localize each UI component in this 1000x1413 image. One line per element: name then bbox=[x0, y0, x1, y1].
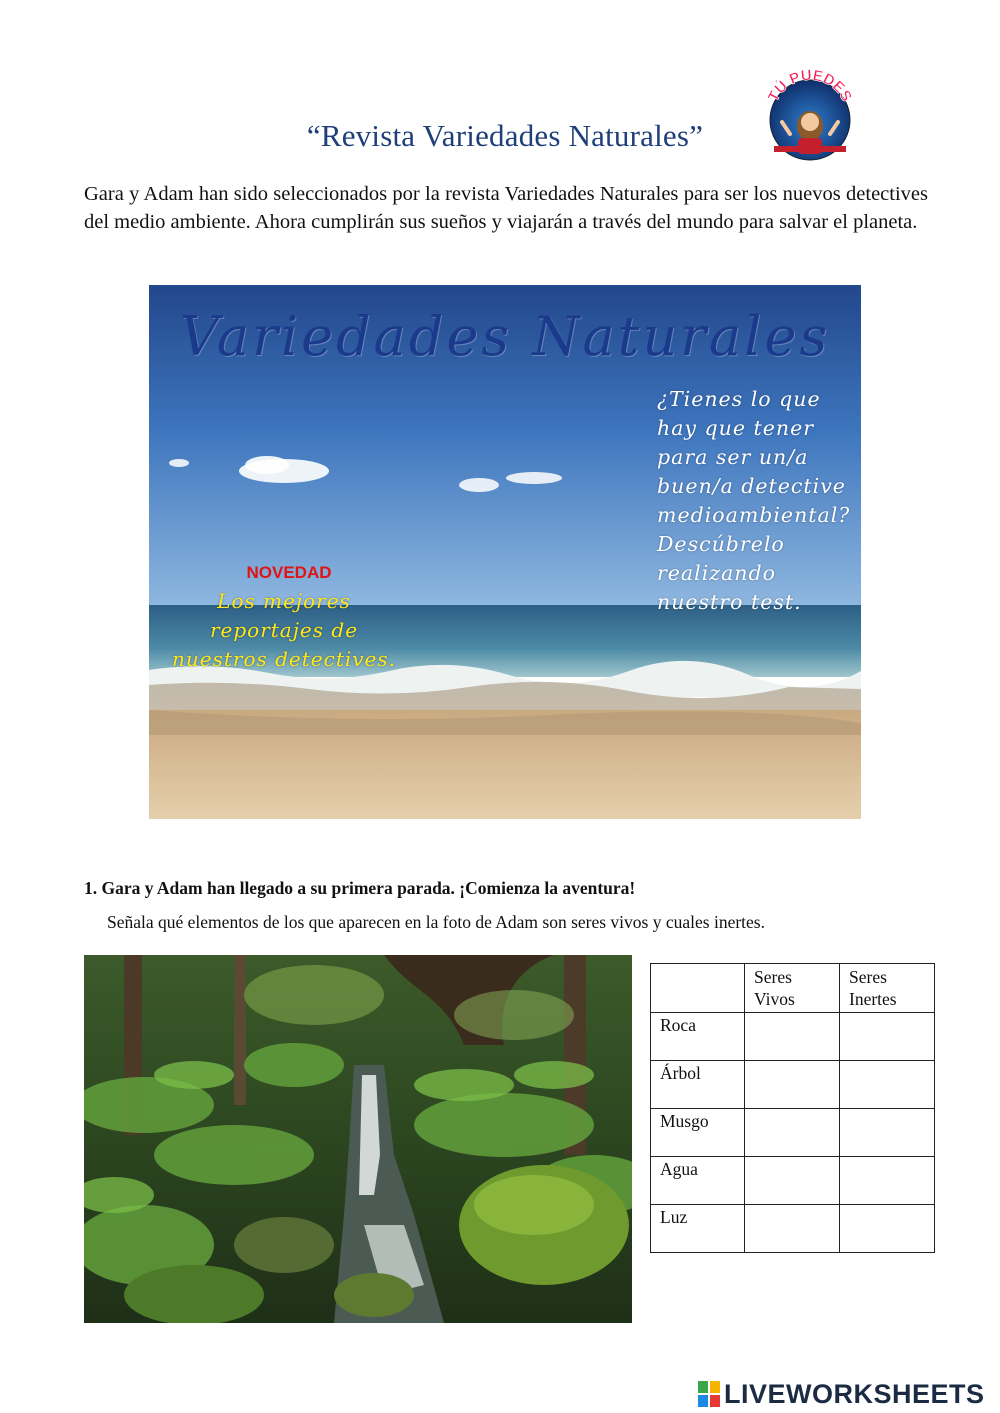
answer-cell-inertes[interactable] bbox=[840, 1109, 935, 1157]
table-row bbox=[651, 1013, 935, 1061]
header-cell-seres-vivos: Seres Vivos bbox=[745, 964, 840, 1013]
table-row bbox=[651, 1109, 935, 1157]
table-header-row bbox=[651, 964, 935, 1013]
answer-cell-inertes[interactable] bbox=[840, 1061, 935, 1109]
classification-table bbox=[650, 963, 935, 1253]
answer-cell-vivos[interactable] bbox=[745, 1157, 840, 1205]
table-row bbox=[651, 1157, 935, 1205]
tu-puedes-badge bbox=[760, 64, 860, 164]
header-cell-empty bbox=[651, 964, 745, 1013]
liveworksheets-brand: LIVEWORKSHEETS bbox=[724, 1378, 985, 1409]
liveworksheets-icon bbox=[698, 1381, 720, 1407]
table-row bbox=[651, 1061, 935, 1109]
row-label: Musgo bbox=[651, 1109, 745, 1157]
row-label: Árbol bbox=[651, 1061, 745, 1109]
intro-paragraph: Gara y Adam han sido seleccionados por la revista Variedades Naturales para ser los nuevos detectives del medio ambiente. Ahora cumplirán sus sueños y viajarán a través del mundo para salvar el planeta. bbox=[84, 183, 928, 233]
row-label: Roca bbox=[651, 1013, 745, 1061]
header-cell-seres-inertes: Seres Inertes bbox=[840, 964, 935, 1013]
cover-title: Variedades Naturales bbox=[179, 305, 831, 368]
answer-cell-vivos[interactable] bbox=[745, 1109, 840, 1157]
answer-cell-vivos[interactable] bbox=[745, 1061, 840, 1109]
cover-reportajes: Los mejores reportajes de nuestros detectives. bbox=[171, 589, 397, 671]
table-row bbox=[651, 1205, 935, 1253]
answer-cell-vivos[interactable] bbox=[745, 1013, 840, 1061]
cover-question: ¿Tienes lo que hay que tener para ser un/a buen/a detective medioambiental? Descúbrelo realizando nuestro test. bbox=[657, 387, 851, 614]
row-label: Luz bbox=[651, 1205, 745, 1253]
novedad-label: NOVEDAD bbox=[246, 563, 332, 582]
page-title: “Revista Variedades Naturales” bbox=[306, 118, 704, 153]
forest-photo bbox=[84, 955, 632, 1323]
badge-text: TÚ PUEDES bbox=[764, 66, 856, 105]
answer-cell-inertes[interactable] bbox=[840, 1013, 935, 1061]
exercise-heading: 1. Gara y Adam han llegado a su primera parada. ¡Comienza la aventura! bbox=[84, 878, 636, 898]
row-label: Agua bbox=[651, 1157, 745, 1205]
liveworksheets-logo[interactable] bbox=[698, 1377, 985, 1411]
answer-cell-vivos[interactable] bbox=[745, 1205, 840, 1253]
answer-cell-inertes[interactable] bbox=[840, 1205, 935, 1253]
exercise-instruction: Señala qué elementos de los que aparecen en la foto de Adam son seres vivos y cuales inertes. bbox=[107, 912, 765, 932]
answer-cell-inertes[interactable] bbox=[840, 1157, 935, 1205]
magazine-cover bbox=[149, 285, 861, 819]
